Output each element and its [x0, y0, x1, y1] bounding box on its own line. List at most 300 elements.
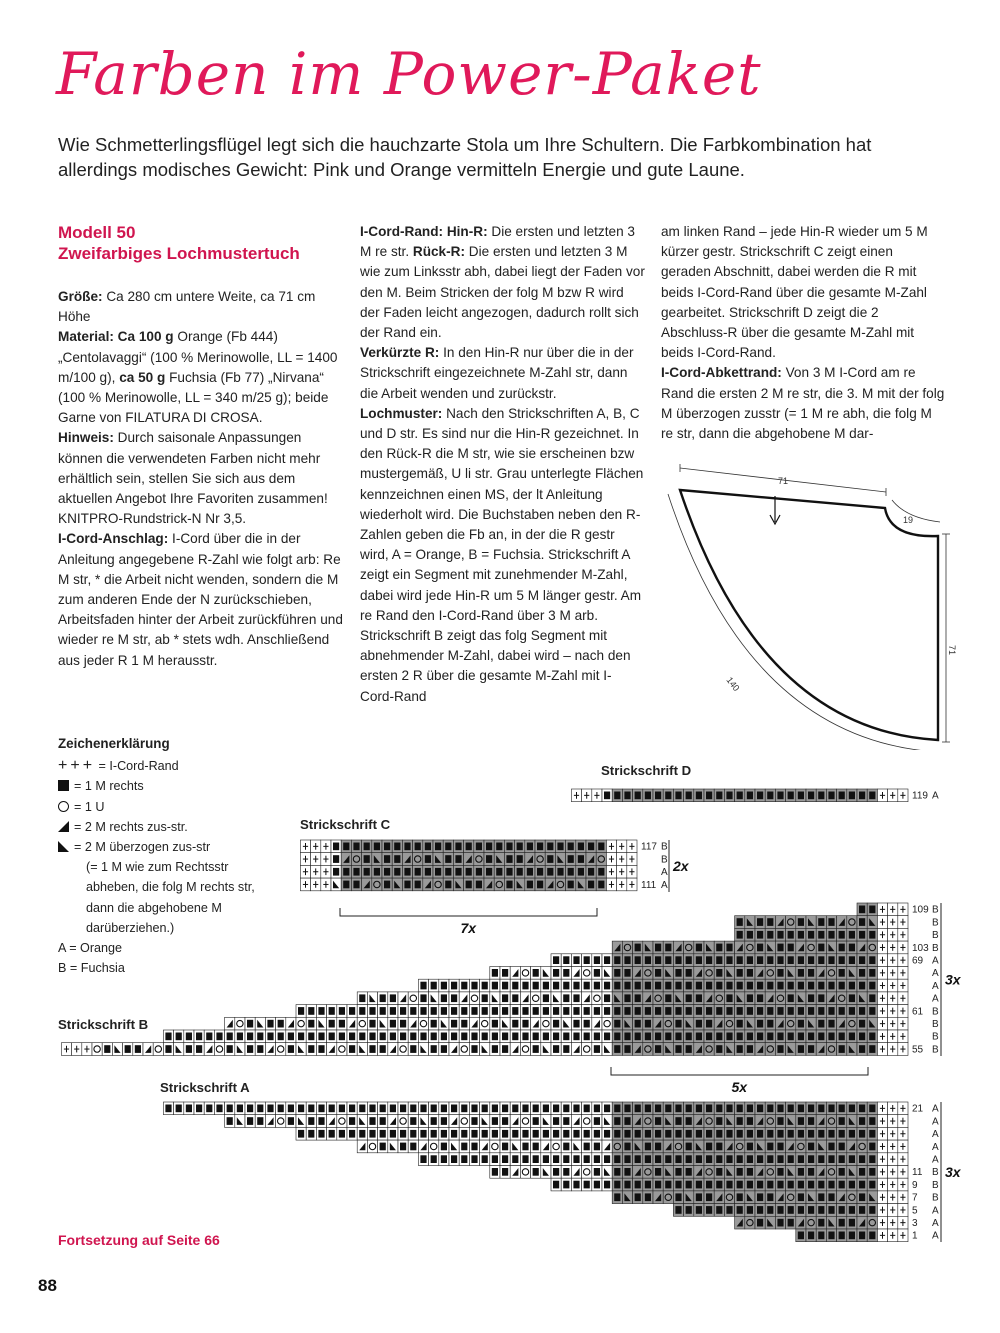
stitch-knit — [808, 931, 814, 939]
stitch-knit — [849, 1130, 855, 1138]
stitch-knit — [818, 918, 824, 926]
stitch-knit — [788, 1105, 794, 1113]
stitch-knit — [533, 982, 539, 990]
stitch-knit — [788, 1206, 794, 1214]
stitch-knit — [614, 1020, 620, 1028]
chart-cell — [694, 1140, 704, 1153]
stitch-knit — [415, 881, 421, 889]
stitch-knit — [737, 1155, 743, 1163]
stitch-knit — [808, 1143, 814, 1151]
row-label: 111 — [641, 879, 657, 891]
dim-side-label: 71 — [947, 645, 957, 656]
stitch-knit — [533, 1033, 539, 1041]
stitch-knit — [675, 1168, 681, 1176]
stitch-knit — [400, 1130, 406, 1138]
chart-cell — [745, 916, 755, 929]
stitch-knit — [788, 1130, 794, 1138]
chart-cell — [867, 1191, 877, 1204]
stitch-knit — [502, 1033, 508, 1041]
chart-cell — [765, 941, 775, 954]
stitch-knit — [839, 944, 845, 952]
wrong-side-label: Rück-R: — [412, 244, 465, 260]
stitch-knit — [686, 956, 692, 964]
stitch-knit — [696, 1105, 702, 1113]
stitch-knit — [604, 956, 610, 964]
stitch-knit — [553, 1155, 559, 1163]
stitch-knit — [635, 1105, 641, 1113]
stitch-knit — [451, 1155, 457, 1163]
stitch-knit — [777, 1206, 783, 1214]
stitch-knit — [645, 982, 651, 990]
stitch-knit — [798, 792, 804, 800]
edge-label: I-Cord-Rand: Hin-R: — [360, 224, 488, 239]
chart-a — [163, 1102, 961, 1242]
stitch-knit — [747, 1105, 753, 1113]
stitch-knit — [339, 1007, 345, 1015]
chart-cell — [826, 941, 836, 954]
stitch-knit — [584, 982, 590, 990]
stitch-knit — [369, 1033, 375, 1041]
stitch-knit — [747, 956, 753, 964]
stitch-knit — [522, 1130, 528, 1138]
stitch-knit — [533, 1045, 539, 1053]
stitch-knit — [869, 1033, 875, 1041]
stitch-knit — [747, 931, 753, 939]
chart-cell — [586, 853, 596, 866]
chart-cell — [582, 992, 592, 1005]
stitch-knit — [441, 994, 447, 1002]
stitch-knit — [353, 843, 359, 851]
stitch-knit — [655, 969, 661, 977]
model-number: Modell 50 — [58, 223, 136, 242]
stitch-knit — [563, 1117, 569, 1125]
chart-cell — [786, 1140, 796, 1153]
chart-cell — [541, 1115, 551, 1128]
stitch-knit — [818, 1232, 824, 1240]
stitch-knit — [598, 881, 604, 889]
stitch-knit — [573, 1020, 579, 1028]
stitch-knit — [696, 982, 702, 990]
stitch-knit — [849, 1155, 855, 1163]
legend-ssk-note: (= 1 M wie zum Rechtsstr abheben, die folg M rechts str, dann die abgehobene M darüberziehen.) — [86, 860, 255, 935]
row-label: 55 — [912, 1044, 924, 1056]
stitch-knit — [777, 1045, 783, 1053]
stitch-knit — [441, 1143, 447, 1151]
bind-off-label: I-Cord-Abkettrand: — [661, 365, 782, 381]
stitch-knit — [425, 868, 431, 876]
stitch-knit — [369, 1007, 375, 1015]
stitch-knit — [726, 1033, 732, 1041]
stitch-knit — [486, 868, 492, 876]
stitch-knit — [798, 1117, 804, 1125]
stitch-knit — [869, 1155, 875, 1163]
row-label: 119 — [912, 790, 928, 802]
chart-cell — [755, 967, 765, 980]
stitch-knit — [635, 982, 641, 990]
material-text-1: Orange (Fb 444) „Centolavaggi“ (100 % Merinowolle, LL = 1400 m/100 g), — [58, 329, 338, 385]
stitch-knit — [859, 1007, 865, 1015]
stitch-knit — [461, 1130, 467, 1138]
stitch-knit — [655, 1105, 661, 1113]
stitch-knit — [869, 1181, 875, 1189]
stitch-knit — [869, 1045, 875, 1053]
stitch-knit — [471, 1143, 477, 1151]
stitch-knit — [278, 1105, 284, 1113]
chart-cell — [786, 1115, 796, 1128]
stitch-knit — [563, 1105, 569, 1113]
stitch-knit — [553, 956, 559, 964]
chart-cell — [765, 1216, 775, 1229]
stitch-knit — [451, 1033, 457, 1041]
stitch-knit — [584, 1007, 590, 1015]
stitch-knit — [431, 1007, 437, 1015]
chart-cell — [663, 1043, 673, 1056]
stitch-knit — [777, 982, 783, 990]
stitch-knit — [839, 1232, 845, 1240]
stitch-knit — [492, 969, 498, 977]
stitch-knit — [486, 843, 492, 851]
row-label: 5 — [912, 1205, 918, 1217]
stitch-knit — [696, 1130, 702, 1138]
stitch-knit — [227, 1117, 233, 1125]
stitch-knit — [461, 1143, 467, 1151]
stitch-knit — [839, 1181, 845, 1189]
stitch-knit — [859, 1232, 865, 1240]
stitch-knit — [547, 843, 553, 851]
stitch-knit — [798, 1155, 804, 1163]
stitch-knit — [522, 982, 528, 990]
chart-cell — [480, 1115, 490, 1128]
stitch-knit — [767, 1181, 773, 1189]
stitch-knit — [716, 792, 722, 800]
stitch-knit — [451, 1105, 457, 1113]
stitch-knit — [655, 1155, 661, 1163]
stitch-knit — [839, 1155, 845, 1163]
stitch-knit — [492, 1117, 498, 1125]
stitch-knit — [869, 931, 875, 939]
stitch-knit — [747, 994, 753, 1002]
stitch-knit — [604, 1007, 610, 1015]
stitch-knit — [573, 956, 579, 964]
stitch-knit — [451, 982, 457, 990]
stitch-knit — [471, 1007, 477, 1015]
stitch-knit — [869, 969, 875, 977]
stitch-knit — [859, 906, 865, 914]
stitch-knit — [808, 1033, 814, 1041]
stitch-knit — [257, 1045, 263, 1053]
stitch-knit — [533, 1155, 539, 1163]
stitch-knit — [441, 1117, 447, 1125]
stitch-knit — [390, 1020, 396, 1028]
stitch-knit — [533, 1105, 539, 1113]
chart-cell — [112, 1043, 122, 1056]
note-text: Durch saisonale Anpassungen können die verwendeten Farben nicht mehr erhältlich sein, stellen Sie sich aus dem aktuellen Angebot Ihre Favoriten zusammen! — [58, 430, 328, 507]
stitch-knit — [318, 1130, 324, 1138]
stitch-knit — [482, 1105, 488, 1113]
chart-cell — [867, 1017, 877, 1030]
stitch-knit — [614, 969, 620, 977]
stitch-knit — [553, 1105, 559, 1113]
stitch-knit — [767, 1105, 773, 1113]
stitch-knit — [614, 1193, 620, 1201]
stitch-knit — [435, 868, 441, 876]
chart-cell — [837, 916, 847, 929]
stitch-knit — [675, 792, 681, 800]
stitch-knit — [584, 1105, 590, 1113]
stitch-knit — [828, 1033, 834, 1041]
stitch-knit — [645, 1130, 651, 1138]
stitch-knit — [808, 994, 814, 1002]
stitch-knit — [486, 855, 492, 863]
stitch-knit — [828, 1130, 834, 1138]
stitch-knit — [737, 1181, 743, 1189]
stitch-knit — [798, 1193, 804, 1201]
chart-cell — [857, 1216, 867, 1229]
stitch-knit — [747, 1007, 753, 1015]
stitch-knit — [706, 982, 712, 990]
stitch-knit — [655, 1130, 661, 1138]
stitch-knit — [645, 1143, 651, 1151]
stitch-knit — [737, 1168, 743, 1176]
lace-label: Lochmuster: — [360, 405, 443, 421]
stitch-knit — [808, 1206, 814, 1214]
row-color-label: A — [932, 1205, 939, 1217]
stitch-knit — [737, 1045, 743, 1053]
stitch-knit — [359, 994, 365, 1002]
stitch-knit — [614, 956, 620, 964]
row-color-label: A — [932, 790, 939, 802]
stitch-knit — [798, 931, 804, 939]
stitch-knit — [594, 1181, 600, 1189]
stitch-knit — [308, 1033, 314, 1041]
stitch-knit — [568, 868, 574, 876]
chart-cell — [663, 967, 673, 980]
chart-cell — [847, 1166, 857, 1179]
stitch-knit — [425, 843, 431, 851]
row-color-label: B — [932, 942, 939, 954]
stitch-knit — [563, 969, 569, 977]
stitch-knit — [818, 982, 824, 990]
stitch-knit — [445, 881, 451, 889]
model-name: Zweifarbiges Lochmustertuch — [58, 244, 300, 263]
stitch-knit — [788, 931, 794, 939]
stitch-knit — [420, 994, 426, 1002]
stitch-knit — [839, 792, 845, 800]
stitch-knit — [471, 1105, 477, 1113]
stitch-knit — [512, 982, 518, 990]
stitch-knit — [798, 918, 804, 926]
stitch-knit — [808, 1105, 814, 1113]
chart-c-label: Strickschrift C — [300, 817, 391, 832]
stitch-knit — [573, 1155, 579, 1163]
stitch-knit — [369, 1020, 375, 1028]
stitch-knit — [706, 1143, 712, 1151]
stitch-knit — [757, 956, 763, 964]
stitch-knit — [431, 1117, 437, 1125]
stitch-knit — [747, 1130, 753, 1138]
stitch-knit — [859, 1033, 865, 1041]
stitch-knit — [247, 1117, 253, 1125]
chart-cell — [327, 1043, 337, 1056]
stitch-knit — [502, 1117, 508, 1125]
stitch-knit — [298, 1105, 304, 1113]
chart-cell — [663, 1166, 673, 1179]
stitch-knit — [859, 1168, 865, 1176]
stitch-knit — [404, 868, 410, 876]
stitch-knit — [675, 1130, 681, 1138]
stitch-knit — [818, 1033, 824, 1041]
stitch-knit — [400, 1007, 406, 1015]
chart-cell — [857, 941, 867, 954]
stitch-knit — [359, 1033, 365, 1041]
stitch-knit — [533, 1168, 539, 1176]
chart-cell — [510, 1043, 520, 1056]
stitch-knit — [635, 1181, 641, 1189]
stitch-knit — [716, 944, 722, 952]
chart-cell — [265, 1115, 275, 1128]
stitch-knit — [573, 1007, 579, 1015]
stitch-knit — [380, 994, 386, 1002]
stitch-knit — [798, 1232, 804, 1240]
stitch-knit — [665, 1105, 671, 1113]
stitch-knit — [737, 1206, 743, 1214]
stitch-knit — [818, 1206, 824, 1214]
stitch-knit — [859, 1193, 865, 1201]
stitch-knit — [624, 969, 630, 977]
stitch-knit — [757, 1193, 763, 1201]
stitch-knit — [318, 1045, 324, 1053]
stitch-knit — [492, 982, 498, 990]
stitch-knit — [533, 1117, 539, 1125]
row-label: 21 — [912, 1103, 924, 1115]
stitch-knit — [588, 868, 594, 876]
stitch-knit — [496, 868, 502, 876]
chart-cell — [357, 1140, 367, 1153]
stitch-knit — [614, 1007, 620, 1015]
stitch-knit — [594, 982, 600, 990]
stitch-knit — [380, 1117, 386, 1125]
stitch-knit — [737, 1020, 743, 1028]
stitch-knit — [400, 1020, 406, 1028]
stitch-knit — [410, 1105, 416, 1113]
legend-a: A = Orange — [58, 941, 123, 956]
stitch-knit — [747, 1117, 753, 1125]
page-title: Farben im Power-Paket — [56, 40, 762, 108]
stitch-knit — [757, 944, 763, 952]
stitch-knit — [461, 1020, 467, 1028]
stitch-knit — [645, 1033, 651, 1041]
stitch-knit — [522, 1020, 528, 1028]
chart-cell — [296, 1043, 306, 1056]
stitch-knit — [533, 1130, 539, 1138]
chart-cell — [510, 1115, 520, 1128]
stitch-knit — [584, 1130, 590, 1138]
stitch-knit — [757, 982, 763, 990]
stitch-knit — [359, 1130, 365, 1138]
stitch-knit — [869, 994, 875, 1002]
stitch-knit — [655, 944, 661, 952]
repeat-label: 7x — [460, 920, 477, 936]
stitch-knit — [747, 1206, 753, 1214]
stitch-knit — [716, 1155, 722, 1163]
stitch-knit — [568, 843, 574, 851]
stitch-knit — [343, 868, 349, 876]
stitch-knit — [288, 1117, 294, 1125]
stitch-knit — [349, 1117, 355, 1125]
stitch-knit — [828, 1020, 834, 1028]
stitch-knit — [512, 994, 518, 1002]
chart-cell — [796, 992, 806, 1005]
stitch-knit — [380, 1045, 386, 1053]
stitch-knit — [686, 1033, 692, 1041]
stitch-knit — [165, 1033, 171, 1041]
stitch-knit — [598, 843, 604, 851]
stitch-knit — [818, 1105, 824, 1113]
material-text-2: Fuchsia (Fb 77) „Nirvana“ (100 % Merinowolle, LL = 340 m/25 g); beide Garne von FILATURA DI CROSA. — [58, 369, 329, 426]
stitch-knit — [645, 1020, 651, 1028]
stitch-knit — [308, 1117, 314, 1125]
stitch-knit — [655, 1117, 661, 1125]
stitch-knit — [665, 1033, 671, 1041]
stitch-knit — [563, 1155, 569, 1163]
stitch-knit — [390, 1007, 396, 1015]
row-color-label: A — [932, 955, 939, 967]
stitch-knit — [869, 1007, 875, 1015]
stitch-knit — [512, 1033, 518, 1041]
row-label: 7 — [912, 1192, 918, 1204]
stitch-knit — [839, 1168, 845, 1176]
stitch-knit — [828, 1181, 834, 1189]
stitch-knit — [359, 1007, 365, 1015]
stitch-knit — [716, 982, 722, 990]
stitch-knit — [604, 1181, 610, 1189]
chart-cell — [847, 967, 857, 980]
chart-b-label: Strickschrift B — [58, 1017, 149, 1032]
stitch-knit — [502, 982, 508, 990]
plus-icon: +++ — [58, 757, 96, 775]
stitch-knit — [726, 1155, 732, 1163]
stitch-knit — [522, 1105, 528, 1113]
stitch-knit — [553, 982, 559, 990]
stitch-knit — [461, 1007, 467, 1015]
stitch-knit — [339, 1020, 345, 1028]
stitch-knit — [757, 994, 763, 1002]
stitch-knit — [176, 1033, 182, 1041]
stitch-knit — [839, 956, 845, 964]
stitch-knit — [624, 1130, 630, 1138]
stitch-knit — [441, 1045, 447, 1053]
stitch-knit — [696, 792, 702, 800]
stitch-knit — [828, 1007, 834, 1015]
stitch-knit — [502, 1045, 508, 1053]
stitch-knit — [318, 1007, 324, 1015]
stitch-knit — [543, 1130, 549, 1138]
stitch-knit — [849, 1181, 855, 1189]
stitch-knit — [839, 1117, 845, 1125]
stitch-knit — [267, 1105, 273, 1113]
stitch-knit — [431, 1105, 437, 1113]
stitch-knit — [563, 1033, 569, 1041]
stitch-knit — [451, 1020, 457, 1028]
stitch-knit — [125, 1045, 131, 1053]
stitch-knit — [686, 1168, 692, 1176]
stitch-knit — [247, 1020, 253, 1028]
stitch-knit — [502, 1168, 508, 1176]
stitch-knit — [686, 1130, 692, 1138]
stitch-knit — [563, 1168, 569, 1176]
stitch-knit — [818, 792, 824, 800]
stitch-knit — [349, 1105, 355, 1113]
